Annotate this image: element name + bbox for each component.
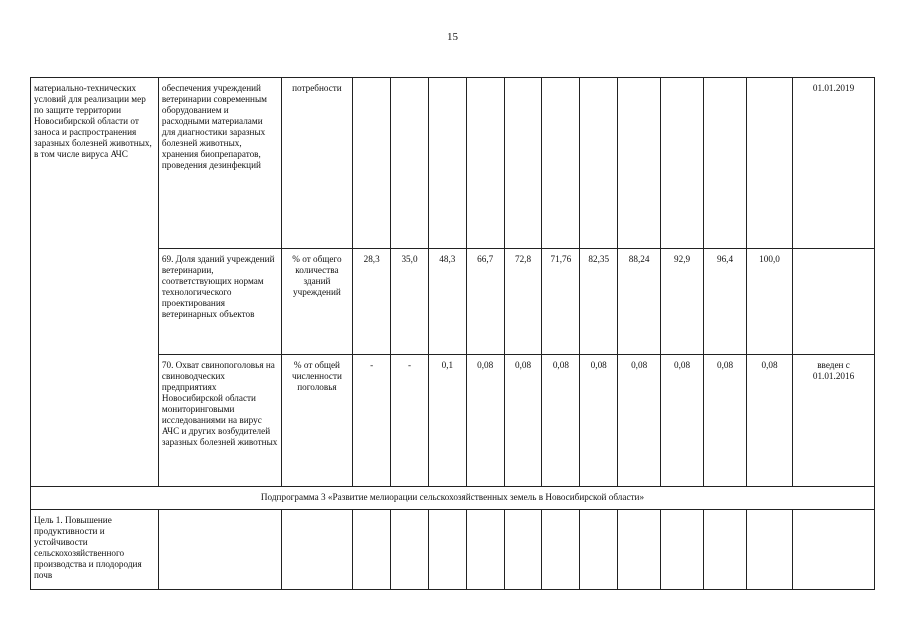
value-cell: 0,08 [466, 355, 504, 487]
value-cell [428, 510, 466, 590]
value-cell [747, 78, 793, 249]
goal-cell: Цель 1. Повышение продуктивности и устойчивости сельскохозяйственного производства и плодородия почв [31, 510, 159, 590]
unit-cell: % от общей численности поголовья [281, 355, 353, 487]
value-cell [661, 78, 704, 249]
value-cell [542, 78, 580, 249]
value-cell [504, 78, 542, 249]
table-row [31, 487, 875, 510]
value-cell: 100,0 [747, 249, 793, 355]
unit-cell: потребности [281, 78, 353, 249]
note-cell: 01.01.2019 [793, 78, 875, 249]
value-cell: 92,9 [661, 249, 704, 355]
value-cell [466, 510, 504, 590]
value-cell: 82,35 [580, 249, 618, 355]
value-cell: 0,08 [504, 355, 542, 487]
unit-cell [281, 510, 353, 590]
value-cell [704, 78, 747, 249]
value-cell [747, 510, 793, 590]
unit-cell: % от общего количества зданий учреждений [281, 249, 353, 355]
indicator-cell: 69. Доля зданий учреждений ветеринарии, соответствующих нормам технологического проектирования ветеринарных объектов [158, 249, 281, 355]
value-cell: 72,8 [504, 249, 542, 355]
indicator-cell [158, 510, 281, 590]
value-cell: 0,08 [747, 355, 793, 487]
value-cell: 35,0 [391, 249, 429, 355]
value-cell: 28,3 [353, 249, 391, 355]
table-row [31, 78, 875, 249]
value-cell: 0,08 [618, 355, 661, 487]
value-cell: 0,1 [428, 355, 466, 487]
value-cell [580, 510, 618, 590]
value-cell [661, 510, 704, 590]
value-cell [580, 78, 618, 249]
value-cell [353, 78, 391, 249]
indicator-cell: обеспечения учреждений ветеринарии современным оборудованием и расходными материалами для диагностики заразных болезней животных, хранения биопрепаратов, проведения дезинфекций [158, 78, 281, 249]
value-cell: 0,08 [542, 355, 580, 487]
value-cell [618, 78, 661, 249]
page-number: 15 [447, 31, 458, 43]
value-cell [504, 510, 542, 590]
value-cell: 88,24 [618, 249, 661, 355]
value-cell: - [353, 355, 391, 487]
value-cell: 0,08 [580, 355, 618, 487]
value-cell [704, 510, 747, 590]
table-row [31, 510, 875, 590]
goal-cell: материально-технических условий для реализации мер по защите территории Новосибирской области от заноса и распространения заразных болезней животных, в том числе вируса АЧС [31, 78, 159, 487]
value-cell: 66,7 [466, 249, 504, 355]
indicators-table [30, 77, 875, 590]
value-cell [391, 78, 429, 249]
indicator-cell: 70. Охват свинопоголовья на свиноводческих предприятиях Новосибирской области мониторинговыми исследованиями на вирус АЧС и других возбудителей заразных болезней животных [158, 355, 281, 487]
note-cell [793, 510, 875, 590]
value-cell [466, 78, 504, 249]
value-cell: 0,08 [704, 355, 747, 487]
value-cell: 48,3 [428, 249, 466, 355]
note-cell [793, 249, 875, 355]
note-cell: введен с 01.01.2016 [793, 355, 875, 487]
value-cell [353, 510, 391, 590]
value-cell: 96,4 [704, 249, 747, 355]
subprogram-title: Подпрограмма 3 «Развитие мелиорации сельскохозяйственных земель в Новосибирской области» [31, 487, 875, 510]
value-cell: 0,08 [661, 355, 704, 487]
value-cell: 71,76 [542, 249, 580, 355]
value-cell: - [391, 355, 429, 487]
value-cell [542, 510, 580, 590]
value-cell [391, 510, 429, 590]
value-cell [618, 510, 661, 590]
value-cell [428, 78, 466, 249]
